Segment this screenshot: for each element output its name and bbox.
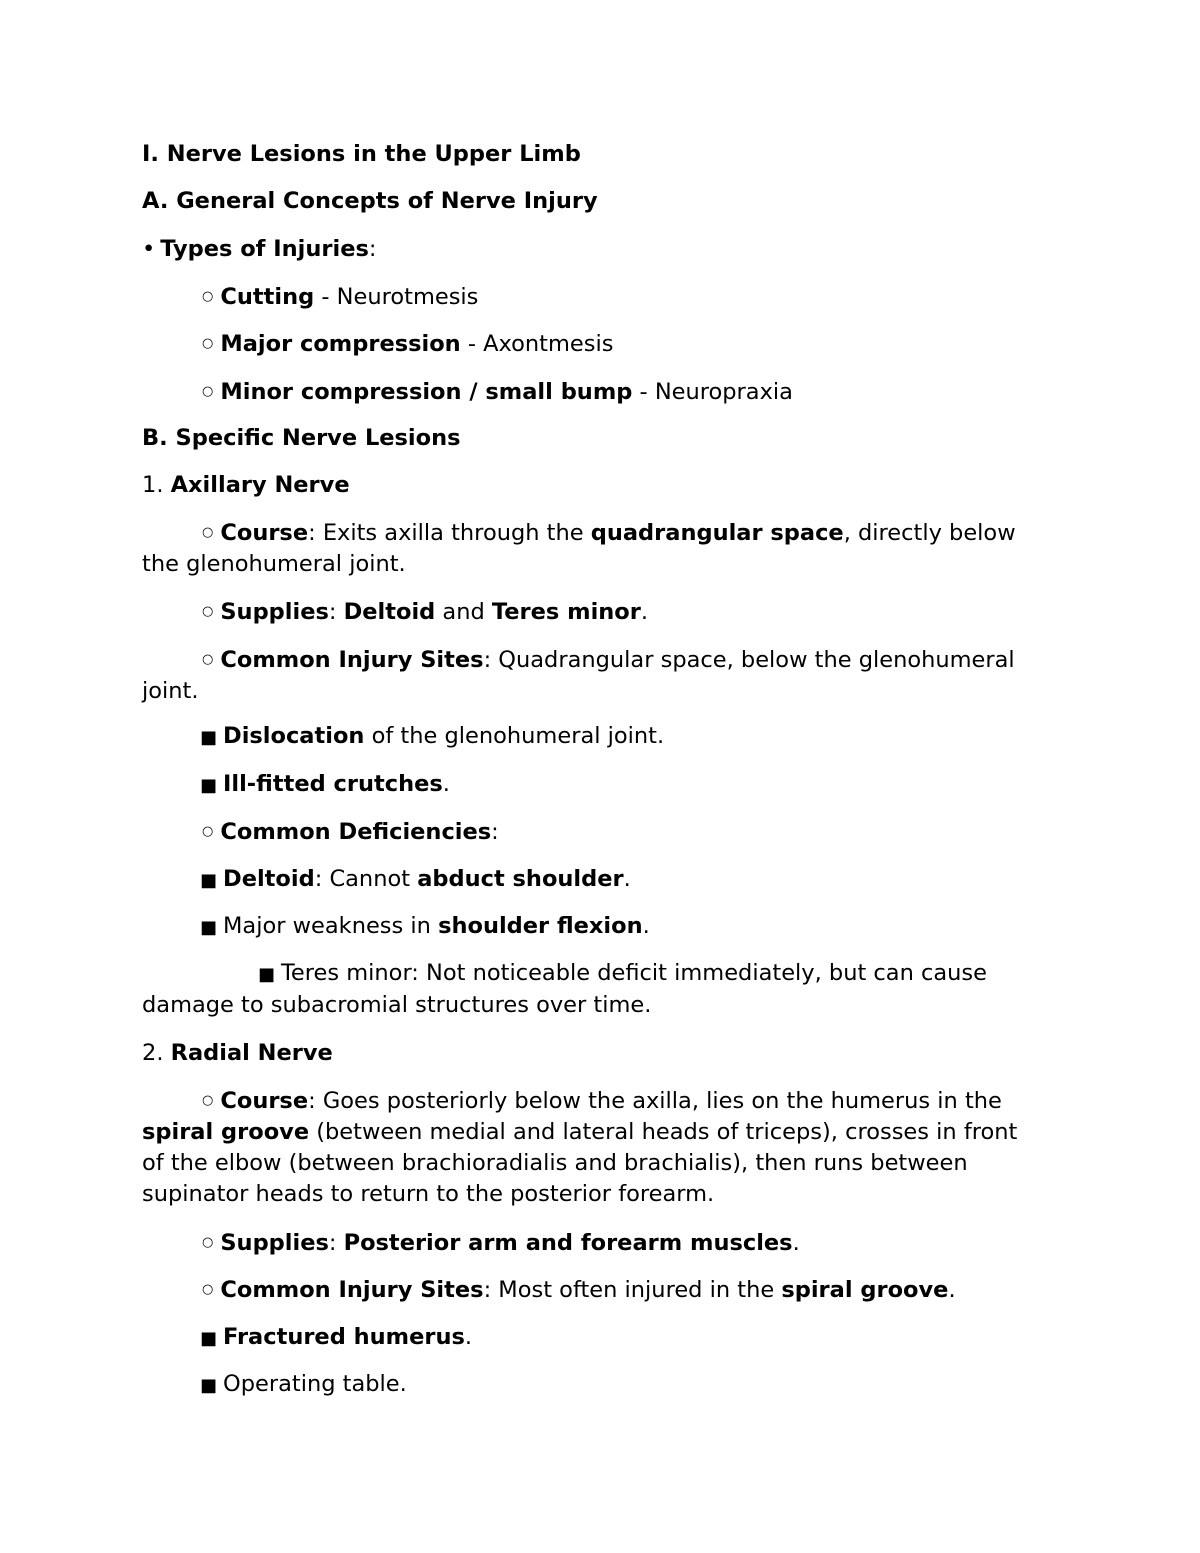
radial-nerve-heading: 2. Radial Nerve [142,1040,333,1066]
document-title: I. Nerve Lesions in the Upper Limb [142,141,581,167]
injury-type-item: ○ Major compression - Axontmesis [142,328,1042,360]
injury-type-item: ○ Minor compression / small bump - Neuropraxia [142,376,1042,408]
circle-bullet-icon: ○ [202,604,214,619]
square-bullet-icon: ■ [200,1375,218,1396]
deficiency-item: ■ Major weakness in shoulder flexion. [200,911,1040,943]
radial-course: ○ Course: Goes posteriorly below the axilla, lies on the humerus in the spiral groove (between medial and lateral heads of triceps), crosses in front of the elbow (between brachioradialis and brachialis), then runs between supinator heads to return to the posterior forearm. [142,1085,1042,1210]
axillary-nerve-heading: 1. Axillary Nerve [142,472,350,498]
axillary-course: ○ Course: Exits axilla through the quadrangular space, directly below the glenohumeral joint. [142,517,1042,580]
square-bullet-icon: ■ [200,727,218,748]
circle-bullet-icon: ○ [202,824,214,839]
types-of-injuries-label: • Types of Injuries: [142,234,1042,265]
radial-injury-item: ■ Operating table. [200,1369,1040,1401]
circle-bullet-icon: ○ [202,384,214,399]
axillary-supplies: ○ Supplies: Deltoid and Teres minor. [142,596,1042,628]
radial-injury-sites: ○ Common Injury Sites: Most often injured in the spiral groove. [142,1274,1042,1306]
axillary-injury-sites: ○ Common Injury Sites: Quadrangular space, below the glenohumeral joint. [142,644,1042,707]
axillary-injury-item: ■ Dislocation of the glenohumeral joint. [200,721,1040,753]
radial-injury-item: ■ Fractured humerus. [200,1322,1040,1354]
circle-bullet-icon: ○ [202,1235,214,1250]
section-a-heading: A. General Concepts of Nerve Injury [142,188,598,214]
injury-type-item: ○ Cutting - Neurotmesis [142,281,1042,313]
section-b-heading: B. Specific Nerve Lesions [142,425,461,451]
radial-supplies: ○ Supplies: Posterior arm and forearm muscles. [142,1227,1042,1259]
circle-bullet-icon: ○ [202,1282,214,1297]
square-bullet-icon: ■ [200,870,218,891]
square-bullet-icon: ■ [200,775,218,796]
circle-bullet-icon: ○ [202,1093,214,1108]
bullet-icon: • [142,236,156,262]
circle-bullet-icon: ○ [202,289,214,304]
deficiency-item: ■ Deltoid: Cannot abduct shoulder. [200,864,1040,896]
circle-bullet-icon: ○ [202,525,214,540]
axillary-injury-item: ■ Ill-fitted crutches. [200,769,1040,801]
circle-bullet-icon: ○ [202,336,214,351]
square-bullet-icon: ■ [200,1328,218,1349]
axillary-deficiencies: ○ Common Deficiencies: [142,816,1042,848]
square-bullet-icon: ■ [258,964,276,985]
square-bullet-icon: ■ [200,917,218,938]
circle-bullet-icon: ○ [202,652,214,667]
deficiency-item: ■ Teres minor: Not noticeable deficit immediately, but can cause damage to subacromial structures over time. [142,960,987,1018]
